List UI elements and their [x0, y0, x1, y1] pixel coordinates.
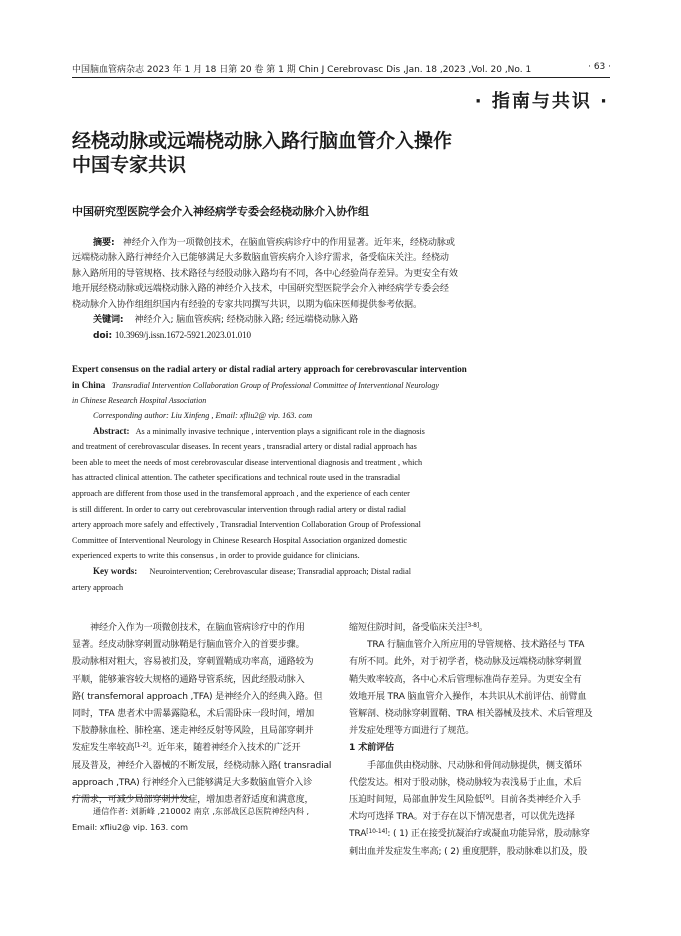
en-abstract: [72, 408, 612, 595]
body-column-right: [349, 620, 611, 861]
body-line: 路( transfemoral approach ,TFA) 是神经介入的经典入路。但: [72, 691, 323, 702]
body-line: 刺出血并发症发生率高; ( 2) 重度肥胖，股动脉难以扪及，股: [349, 846, 588, 857]
citation-ref: [9]: [483, 794, 492, 802]
en-group-name-cont: in Chinese Research Hospital Association: [72, 396, 207, 406]
body-text: 发症发生率较高: [72, 743, 135, 754]
section-heading: 1 术前评估: [349, 743, 394, 754]
body-line: [72, 740, 334, 757]
body-line: 神经介入作为一项微创技术，在脑血管病诊疗中的作用: [90, 623, 305, 633]
cn-keywords: 神经介入; 脑血管疾病; 经桡动脉入路; 经远端桡动脉入路: [134, 315, 359, 326]
cn-abstract-line: 脉入路所用的导管规格、技术路径与经股动脉入路均有不同，各中心经验尚存差异。为更安全有效: [72, 268, 458, 279]
en-keywords-cont: artery approach: [72, 582, 124, 592]
en-title-line-1: Expert consensus on the radial artery or distal radial artery approach for cerebrovascular intervention: [72, 364, 467, 374]
en-abstract-text: As a minimally invasive technique , intervention plays a significant role in the diagnosis: [135, 426, 425, 436]
en-abstract-line: is still different. In order to carry out cerebrovascular intervention through radial artery or distal radial: [72, 504, 407, 514]
en-title-block: [72, 362, 612, 409]
corresponding-name: Liu Xinfeng ,: [170, 411, 214, 420]
footnote: [72, 803, 310, 835]
corresponding-author: [72, 408, 612, 424]
en-title-tail: in China: [72, 379, 106, 390]
en-abstract-line: Committee of Interventional Neurology in Chinese Research Hospital Association organized domestic: [72, 535, 408, 545]
cn-abstract: [72, 236, 613, 345]
en-keywords-label: Key words:: [93, 565, 138, 576]
cn-abstract-line: 地开展经桡动脉或远端桡动脉入路的神经介入技术，中国研究型医院学会介入神经病学专委会经: [72, 284, 449, 295]
en-title-line-2: [72, 378, 612, 394]
header-rule: [72, 77, 610, 78]
en-abstract-line: been able to meet the needs of most cerebrovascular disease interventional diagnosis and treatment , which: [72, 457, 423, 467]
doi-line: [93, 328, 613, 344]
citation-ref: [1-2]: [134, 742, 149, 750]
en-abstract-line: and treatment of cerebrovascular diseases. In recent years , transradial artery or distal radial approach has: [72, 442, 417, 452]
body-text: 。: [479, 623, 488, 633]
en-group-name: Transradial Intervention Collaboration Group of Professional Committee of Interventional Neurology: [112, 380, 439, 390]
body-line: 展及普及，神经介入器械的不断发展，经桡动脉入路( transradial: [72, 760, 332, 771]
body-column-left: [72, 620, 334, 809]
cn-abstract-line: [93, 236, 613, 251]
citation-ref: [3-8]: [465, 622, 480, 629]
body-line: 股动脉相对粗大，容易被扪及，穿刺置鞘成功率高，通路较为: [72, 657, 314, 668]
section-tag: · 指南与共识 ·: [474, 91, 609, 112]
title-line-2: 中国专家共识: [72, 154, 187, 176]
article-title: [72, 129, 592, 177]
corresponding-label: Corresponding author:: [93, 411, 169, 420]
email-label: Email:: [215, 411, 238, 420]
body-line: 显著。经皮动脉穿刺置动脉鞘是行脑血管介入的首要步骤。: [72, 640, 305, 651]
body-text: 。近年来，随着神经介入技术的广泛开: [148, 743, 301, 754]
cn-abstract-line: 远端桡动脉入路行神经介入已能够满足大多数脑血管疾病介入诊疗需求，备受临床关注。经桡动: [72, 253, 449, 264]
citation-ref: [10-14]: [366, 828, 388, 836]
author-organization: 中国研究型医院学会介入神经病学专委会经桡动脉介入协作组: [72, 205, 369, 218]
body-line: 术均可选择 TRA。对于存在以下情况患者，可以优先选择: [349, 812, 575, 823]
body-text: 缩短住院时间，备受临床关注: [349, 623, 466, 633]
body-line: 鞘失败率较高，各中心术后管理标准尚存差异。为更安全有: [349, 674, 582, 685]
body-line: 平顺，能够兼容较大规格的通路导管系统，因此经股动脉入: [72, 674, 305, 685]
body-line: TRA 行脑血管介入所应用的导管规格、技术路径与 TFA: [367, 640, 585, 651]
doi-value: 10.3969/j.issn.1672-5921.2023.01.010: [114, 330, 251, 341]
cn-keywords-label: 关键词:: [93, 315, 124, 326]
body-text: : ( 1) 正在接受抗凝治疗或凝血功能异常，股动脉穿: [387, 829, 590, 840]
footnote-line: Email: xfliu2@ vip. 163. com: [72, 822, 189, 832]
body-line: [349, 826, 611, 843]
en-keywords: Neurointervention; Cerebrovascular disease; Transradial approach; Distal radial: [149, 566, 411, 576]
running-header: 中国脑血管病杂志 2023 年 1 月 18 日第 20 卷 第 1 期 Chin J Cerebrovasc Dis ,Jan. 18 ,2023 ,Vol. 20 ,No. 1: [72, 65, 532, 75]
body-line: 疗需求，可减少局部穿刺并发症，增加患者舒适度和满意度，: [72, 795, 314, 806]
body-line: [349, 792, 611, 809]
body-line: 效地开展 TRA 脑血管介入操作，本共识从术前评估、前臂血: [349, 691, 587, 702]
body-line: 并发症处理等方面进行了规范。: [349, 726, 475, 737]
title-line-1: 经桡动脉或远端桡动脉入路行脑血管介入操作: [72, 130, 453, 152]
doi-label: doi:: [93, 331, 113, 342]
en-abstract-line: artery approach more safely and effectively , Transradial Intervention Collaboration Group of Professional: [72, 520, 421, 530]
body-line: [349, 620, 611, 637]
body-line: 同时，TFA 患者术中需暴露隐私，术后需卧床一段时间，增加: [72, 709, 315, 720]
body-line: 下肢静脉血栓、肺栓塞、迷走神经反射等风险，且局部穿刺并: [72, 726, 314, 737]
page-number: · 63 ·: [588, 62, 611, 72]
cn-keywords-line: [93, 313, 613, 328]
body-line: 管解剖、桡动脉穿刺置鞘、TRA 相关器械及技术、术后管理及: [349, 709, 593, 720]
body-text: TRA: [349, 829, 367, 840]
cn-abstract-label: 摘要:: [93, 238, 115, 248]
en-abstract-line: experienced experts to write this consensus , in order to provide guidance for clinicians.: [72, 551, 360, 561]
footnote-line: 通信作者: 刘新峰 ,210002 南京 ,东部战区总医院神经内科 ,: [93, 806, 310, 816]
cn-abstract-line: 桡动脉介入协作组组织国内有经验的专家共同撰写共识，以期为临床医师提供参考依据。: [72, 299, 422, 310]
body-line: 手部血供由桡动脉、尺动脉和骨间动脉提供，侧支循环: [367, 760, 582, 771]
en-abstract-line: approach are different from those used in the transfemoral approach , and the experience of each center: [72, 488, 410, 498]
body-line: 代偿发达。相对于股动脉，桡动脉较为表浅易于止血，术后: [349, 777, 582, 788]
en-abstract-first-line: [72, 424, 612, 440]
en-abstract-label: Abstract:: [93, 425, 130, 436]
footnote-rule: [72, 797, 190, 798]
email-value: xfliu2@ vip. 163. com: [239, 411, 313, 420]
cn-abstract-text: 神经介入作为一项微创技术，在脑血管疾病诊疗中的作用显著。近年来，经桡动脉或: [122, 238, 455, 248]
body-line: approach ,TRA) 行神经介入已能够满足大多数脑血管介入诊: [72, 777, 313, 788]
body-text: 。目前各类神经介入手: [491, 795, 581, 806]
en-abstract-line: has attracted clinical attention. The catheter specifications and technical route used in the transradial: [72, 473, 401, 483]
body-text: 压迫时间短，局部血肿发生风险低: [349, 795, 484, 806]
body-line: 有所不同。此外，对于初学者，桡动脉及远端桡动脉穿刺置: [349, 657, 582, 668]
en-keywords-line: [72, 564, 612, 580]
